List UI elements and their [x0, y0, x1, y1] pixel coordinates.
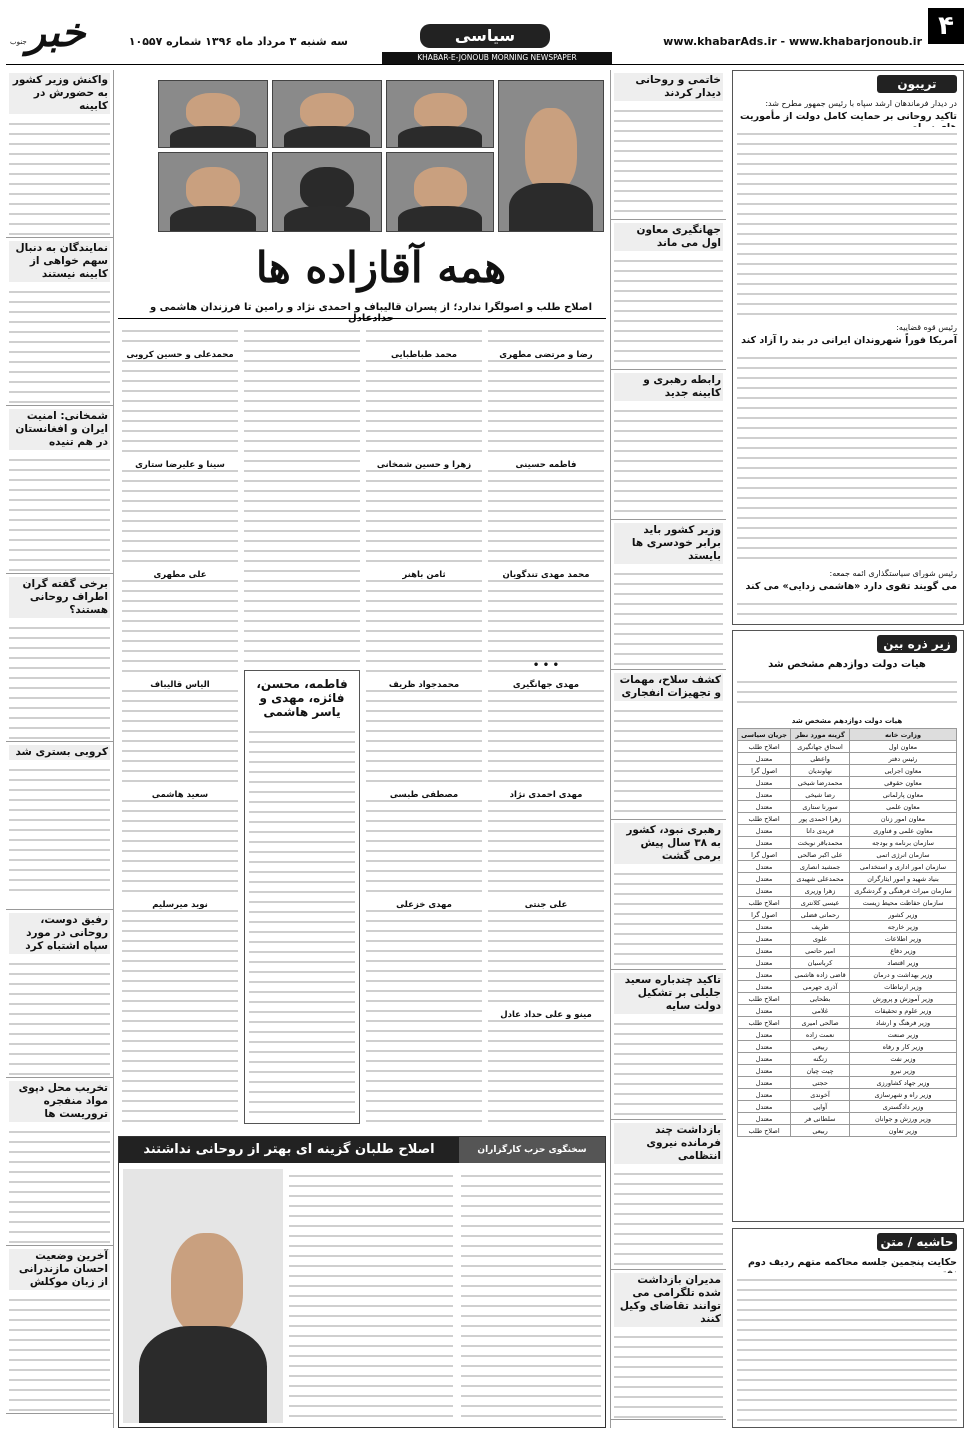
subsection-label: نوید میرسلیم — [122, 900, 238, 910]
table-cell: علی اکبر صالحی — [791, 849, 850, 861]
story-block — [6, 238, 113, 406]
photo-4 — [158, 80, 268, 148]
subsection-label: فاطمه حسینی — [488, 460, 604, 470]
table-cell: معتدل — [738, 861, 791, 873]
story-block — [6, 574, 113, 742]
hashie-title[interactable]: حکایت پنجمین جلسه محاکمه متهم ردیف دوم — [747, 1257, 957, 1268]
tribune-item-1[interactable]: تاکید روحانی بر حمایت کامل دولت از مأموریت — [740, 111, 957, 122]
subsection-label: محمدعلی و حسین کروبی — [122, 350, 238, 360]
table-row — [738, 801, 957, 813]
story-headline[interactable]: آخرین وضعیت احسان مازندرانی از زبان موکلش — [9, 1249, 110, 1290]
table-row — [738, 933, 957, 945]
table-cell: وزیر خارجه — [850, 921, 957, 933]
table-cell: وزیر دفاع — [850, 945, 957, 957]
table-cell: فریدی دانا — [791, 825, 850, 837]
table-cell: وزیر نفت — [850, 1053, 957, 1065]
table-row — [738, 981, 957, 993]
table-cell: سازمان برنامه و بودجه — [850, 837, 957, 849]
photo-7 — [158, 152, 268, 232]
story-body — [614, 404, 723, 514]
story-block — [611, 70, 726, 220]
story-body — [9, 1293, 110, 1414]
table-cell: معتدل — [738, 945, 791, 957]
table-row — [738, 813, 957, 825]
story-headline[interactable]: شمخانی: امنیت ایران و افغانستان در هم تنیده — [9, 409, 110, 450]
story-body — [614, 104, 723, 214]
left-news-column — [6, 70, 114, 1428]
table-cell: معتدل — [738, 825, 791, 837]
table-cell: وزیر ورزش و جوانان — [850, 1113, 957, 1125]
main-col-3 — [244, 324, 360, 664]
subsection-label: مینو و علی حداد عادل — [488, 1010, 604, 1020]
story-headline[interactable]: تخریب محل دپوی مواد منفجره تروریست ها — [9, 1081, 110, 1122]
tribune-header: تریبون — [877, 75, 957, 93]
table-cell: اسحاق جهانگیری — [791, 741, 850, 753]
table-cell: وزیر راه و شهرسازی — [850, 1089, 957, 1101]
table-cell: علوی — [791, 933, 850, 945]
subsection-label: مهدی خزعلی — [366, 900, 482, 910]
table-cell: اصلاح طلب — [738, 1017, 791, 1029]
story-headline[interactable]: وزیر کشور باید برابر خودسری ها بایستد — [614, 523, 723, 564]
table-cell: بنیاد شهید و امور ایثارگران — [850, 873, 957, 885]
table-cell: سازمان انرژی اتمی — [850, 849, 957, 861]
table-cell: معتدل — [738, 1005, 791, 1017]
left-news-list — [6, 70, 113, 1414]
table-row — [738, 1065, 957, 1077]
table-cell: محمدباقر نوبخت — [791, 837, 850, 849]
table-cell: ربیعی — [791, 1041, 850, 1053]
table-cell: معاون امور زنان — [850, 813, 957, 825]
table-cell: معاون اجرایی — [850, 765, 957, 777]
story-headline[interactable]: برخی گفته گران اطراف روحانی هستند؟ — [9, 577, 110, 618]
table-cell: وزیر دادگستری — [850, 1101, 957, 1113]
table-cell: آذری جهرمی — [791, 981, 850, 993]
main-col-2 — [366, 324, 482, 1124]
table-cell: چیت چیان — [791, 1065, 850, 1077]
table-row — [738, 1089, 957, 1101]
story-body — [614, 1017, 723, 1120]
zir-title[interactable]: هیات دولت دوازدهم مشخص شد — [768, 659, 926, 670]
story-block — [611, 970, 726, 1120]
table-cell: معاون پارلمانی — [850, 789, 957, 801]
subtitle-rule — [118, 318, 606, 319]
subsection-label: ثامن باهنر — [366, 570, 482, 580]
story-headline[interactable]: نمایندگان به دنبال سهم خواهی از کابینه نیستند — [9, 241, 110, 282]
subsection-label: الیاس قالیباف — [122, 680, 238, 690]
main-col-4 — [122, 324, 238, 1124]
main-story — [118, 70, 606, 1130]
table-cell: زهرا احمدی پور — [791, 813, 850, 825]
table-cell: معتدل — [738, 981, 791, 993]
table-cell: سورنا ستاری — [791, 801, 850, 813]
subsection-label: رضا و مرتضی مطهری — [488, 350, 604, 360]
table-cell: عیسی کلانتری — [791, 897, 850, 909]
table-row — [738, 897, 957, 909]
table-cell: سلطانی فر — [791, 1113, 850, 1125]
table-cell: معتدل — [738, 957, 791, 969]
table-header-cell: گزینه مورد نظر — [791, 729, 850, 741]
table-row — [738, 825, 957, 837]
subsection-label: محمدجواد ظریف — [366, 680, 482, 690]
table-cell: صالحی امیری — [791, 1017, 850, 1029]
table-cell: امیر حاتمی — [791, 945, 850, 957]
story-body — [9, 621, 110, 742]
table-cell: معاون علمی — [850, 801, 957, 813]
table-cell: واعظی — [791, 753, 850, 765]
tribune-line-1: در دیدار فرماندهان ارشد سپاه با رئیس جمهور مطرح شد: — [765, 99, 957, 108]
hashie-body — [737, 1273, 957, 1423]
table-cell: معتدل — [738, 933, 791, 945]
table-header-row — [738, 729, 957, 741]
table-cell: وزیر ارتباطات — [850, 981, 957, 993]
table-row — [738, 1077, 957, 1089]
story-block — [611, 1270, 726, 1420]
story-block — [611, 670, 726, 820]
table-cell: معاون علمی و فناوری — [850, 825, 957, 837]
table-cell: معتدل — [738, 885, 791, 897]
bottom-box-side-header — [459, 1137, 605, 1163]
table-row — [738, 765, 957, 777]
section-label: سیاسی — [454, 26, 516, 45]
subsection-label: علی جنتی — [488, 900, 604, 910]
story-body — [614, 1330, 723, 1420]
table-cell: محمدرضا شیخی — [791, 777, 850, 789]
sidebar-hashemi-body — [249, 725, 355, 1115]
table-cell: معتدل — [738, 753, 791, 765]
page-number: ۴ — [928, 8, 964, 44]
subsection-label: مهدی احمدی نژاد — [488, 790, 604, 800]
section-title — [420, 24, 550, 48]
table-cell: اصول گرا — [738, 909, 791, 921]
table-cell: زهرا وزیری — [791, 885, 850, 897]
table-row — [738, 909, 957, 921]
tribune-body-2 — [737, 351, 957, 561]
table-row — [738, 837, 957, 849]
table-row — [738, 1101, 957, 1113]
table-cell: معتدل — [738, 873, 791, 885]
tribune-line-2: رئیس قوه قضاییه: — [896, 323, 957, 332]
story-block — [611, 820, 726, 970]
story-body — [614, 867, 723, 970]
table-cell: معتدل — [738, 789, 791, 801]
table-cell: رحمانی فضلی — [791, 909, 850, 921]
table-row — [738, 861, 957, 873]
table-cell: اصول گرا — [738, 765, 791, 777]
banner — [382, 52, 612, 64]
story-block — [611, 1120, 726, 1270]
subsection-label: مصطفی طبسی — [366, 790, 482, 800]
table-cell: نعمت زاده — [791, 1029, 850, 1041]
table-cell: وزیر نیرو — [850, 1065, 957, 1077]
subsection-label: زهرا و حسین شمخانی — [366, 460, 482, 470]
table-row — [738, 1029, 957, 1041]
subsection-label: محمد مهدی تندگویان — [488, 570, 604, 580]
banner-text: KHABAR-E-JONOUB MORNING NEWSPAPER — [417, 53, 577, 62]
story-body — [614, 1167, 723, 1270]
table-row — [738, 1041, 957, 1053]
story-block — [6, 70, 113, 238]
bottom-box-side-title: سخنگوی حزب کارگزاران — [477, 1145, 587, 1155]
table-cell: آخوندی — [791, 1089, 850, 1101]
subsection-label: سعید هاشمی — [122, 790, 238, 800]
table-row — [738, 885, 957, 897]
logo-sub: جنوب — [10, 38, 27, 46]
table-cell: جمشید انصاری — [791, 861, 850, 873]
bottom-box-header — [119, 1137, 459, 1163]
table-cell: زنگنه — [791, 1053, 850, 1065]
table-row — [738, 993, 957, 1005]
table-cell: معتدل — [738, 837, 791, 849]
story-headline[interactable]: کروبی بستری شد — [9, 745, 110, 760]
story-body — [9, 957, 110, 1078]
table-cell: کرباسیان — [791, 957, 850, 969]
table-cell: وزیر تعاون — [850, 1125, 957, 1137]
table-cell: قاضی زاده هاشمی — [791, 969, 850, 981]
cabinet-table-body — [738, 741, 957, 1137]
table-cell: سازمان حفاظت محیط زیست — [850, 897, 957, 909]
table-cell: اصلاح طلب — [738, 1125, 791, 1137]
table-cell: وزیر آموزش و پرورش — [850, 993, 957, 1005]
bottom-box — [118, 1136, 606, 1428]
photo-6 — [272, 152, 382, 232]
table-cell: معتدل — [738, 1029, 791, 1041]
table-row — [738, 873, 957, 885]
hashie-box — [732, 1228, 964, 1428]
table-cell: حجتی — [791, 1077, 850, 1089]
story-body — [9, 1125, 110, 1246]
table-row — [738, 1053, 957, 1065]
table-row — [738, 1125, 957, 1137]
tribune-line-3: رئیس شورای سیاستگذاری ائمه جمعه: — [829, 569, 957, 578]
story-headline[interactable]: جهانگیری معاون اول می ماند — [614, 223, 723, 251]
story-block — [6, 406, 113, 574]
table-cell: سازمان امور اداری و استخدامی — [850, 861, 957, 873]
table-cell: معتدل — [738, 1101, 791, 1113]
table-cell: رئیس دفتر — [850, 753, 957, 765]
table-cell: اصلاح طلب — [738, 993, 791, 1005]
sidebar-dots: • • • — [532, 660, 560, 671]
subsection-label: علی مطهری — [122, 570, 238, 580]
table-cell: رضا شیخی — [791, 789, 850, 801]
bottom-box-title[interactable]: اصلاح طلبان گزینه ای بهتر از روحانی نداشتند — [143, 1142, 435, 1157]
story-body — [9, 763, 110, 891]
tribune-item-2[interactable]: آمریکا فوراً شهروندان ایرانی در بند را آزاد کند — [741, 335, 957, 346]
subsection-label: سینا و علیرضا ستاری — [122, 460, 238, 470]
header-rule — [6, 64, 964, 65]
table-row — [738, 753, 957, 765]
table-row — [738, 849, 957, 861]
table-cell: معتدل — [738, 777, 791, 789]
table-cell: معتدل — [738, 1053, 791, 1065]
main-col-1 — [488, 324, 604, 1124]
story-body — [614, 567, 723, 670]
table-cell: وزیر کار و رفاه — [850, 1041, 957, 1053]
story-headline[interactable]: تاکید چندباره سعید جلیلی بر تشکیل دولت سایه — [614, 973, 723, 1014]
table-cell: وزیر صنعت — [850, 1029, 957, 1041]
story-headline[interactable]: رابطه رهبری و کابینه جدید — [614, 373, 723, 401]
subsection-label: مهدی جهانگیری — [488, 680, 604, 690]
story-body — [614, 704, 723, 814]
news-column — [610, 70, 726, 1428]
story-block — [611, 370, 726, 520]
table-cell: وزیر کشور — [850, 909, 957, 921]
main-story-subtitle: اصلاح طلب و اصولگرا ندارد؛ از پسران قالیباف و احمدی نژاد و رامین تا فرزندان هاشمی و حدادعادل — [149, 302, 592, 324]
table-row — [738, 1113, 957, 1125]
story-body — [614, 254, 723, 364]
table-cell: معتدل — [738, 801, 791, 813]
table-row — [738, 1017, 957, 1029]
table-cell: معاون حقوقی — [850, 777, 957, 789]
story-block — [6, 910, 113, 1078]
story-block — [6, 1246, 113, 1414]
story-headline[interactable]: کشف سلاح، مهمات و تجهیزات انفجاری — [614, 673, 723, 701]
table-cell: معتدل — [738, 1113, 791, 1125]
logo — [6, 8, 106, 58]
photo-2 — [386, 80, 494, 148]
tribune-body-1 — [737, 127, 957, 317]
table-cell: وزیر اطلاعات — [850, 933, 957, 945]
table-cell: اصول گرا — [738, 849, 791, 861]
cabinet-table-wrap — [737, 717, 957, 1217]
story-body — [9, 117, 110, 238]
zir-box — [732, 630, 964, 1222]
story-headline[interactable]: رفیق دوست، روحانی در مورد سپاه اشتباه کرد — [9, 913, 110, 954]
table-cell: معتدل — [738, 1077, 791, 1089]
table-row — [738, 789, 957, 801]
news-column-list — [611, 70, 726, 1420]
table-cell: معاون اول — [850, 741, 957, 753]
zir-header: زیر ذره بین — [877, 635, 957, 653]
table-row — [738, 1005, 957, 1017]
table-cell: وزیر فرهنگ و ارشاد — [850, 1017, 957, 1029]
story-body — [9, 285, 110, 406]
story-block — [6, 1078, 113, 1246]
table-cell: محمدعلی شهیدی — [791, 873, 850, 885]
bottom-photo — [123, 1169, 283, 1423]
photo-5 — [386, 152, 494, 232]
table-row — [738, 741, 957, 753]
table-cell: وزیر اقتصاد — [850, 957, 957, 969]
table-cell: اصلاح طلب — [738, 897, 791, 909]
story-headline[interactable]: واکنش وزیر کشور به حضورش در کابینه — [9, 73, 110, 114]
bottom-box-body-1 — [289, 1169, 453, 1423]
logo-text: خبر — [26, 9, 86, 56]
table-cell: معتدل — [738, 1041, 791, 1053]
table-cell: ظریف — [791, 921, 850, 933]
table-cell: معتدل — [738, 1089, 791, 1101]
table-row — [738, 921, 957, 933]
table-cell: غلامی — [791, 1005, 850, 1017]
table-cell: معتدل — [738, 969, 791, 981]
table-cell: آوایی — [791, 1101, 850, 1113]
photo-1 — [498, 80, 604, 232]
story-headline[interactable]: رهبری نبود، کشور به ۳۸ سال پیش برمی گشت — [614, 823, 723, 864]
photo-3 — [272, 80, 382, 148]
table-cell: اصلاح طلب — [738, 741, 791, 753]
story-block — [611, 220, 726, 370]
table-cell: اصلاح طلب — [738, 813, 791, 825]
sidebar-hashemi — [244, 670, 360, 1124]
main-story-title[interactable]: همه آقازاده ها — [255, 243, 507, 292]
story-block — [6, 742, 113, 910]
date-issue: سه شنبه ۳ مرداد ماه ۱۳۹۶ شماره ۱۰۵۵۷ — [128, 35, 348, 48]
table-row — [738, 945, 957, 957]
table-header-cell: وزارت خانه — [850, 729, 957, 741]
hashie-header: حاشیه / متن — [877, 1233, 957, 1251]
tribune-item-3[interactable]: می گویند تقوی دارد «هاشمی زدایی» می کند — [745, 581, 957, 592]
story-headline[interactable]: بازداشت چند فرمانده نیروی انتظامی — [614, 1123, 723, 1164]
cabinet-table — [737, 728, 957, 1137]
tribune-box — [732, 70, 964, 625]
table-cell: سازمان میراث فرهنگی و گردشگری — [850, 885, 957, 897]
story-body — [9, 453, 110, 574]
table-cell: وزیر علوم و تحقیقات — [850, 1005, 957, 1017]
table-cell: ربیعی — [791, 1125, 850, 1137]
table-cell: معتدل — [738, 1065, 791, 1077]
sidebar-hashemi-title[interactable]: فاطمه، محسن، فائزه، مهدی و یاسر هاشمی — [256, 677, 348, 719]
subsection-label: محمد طباطبایی — [366, 350, 482, 360]
websites[interactable]: www.khabarAds.ir - www.khabarjonoub.ir — [663, 35, 922, 48]
table-header-cell: جریان سیاسی — [738, 729, 791, 741]
story-block — [611, 520, 726, 670]
table-row — [738, 969, 957, 981]
zir-body — [737, 675, 957, 711]
table-cell: بطحایی — [791, 993, 850, 1005]
tribune-body-3 — [737, 597, 957, 621]
table-cell: نهاوندیان — [791, 765, 850, 777]
story-headline[interactable]: خاتمی و روحانی دیدار کردند — [614, 73, 723, 101]
table-cell: وزیر بهداشت و درمان — [850, 969, 957, 981]
table-row — [738, 777, 957, 789]
table-cell: وزیر جهاد کشاورزی — [850, 1077, 957, 1089]
bottom-box-body-2 — [461, 1169, 601, 1423]
story-headline[interactable]: مدیران بازداشت شده تلگرامی می توانند تقاضای وکیل کنند — [614, 1273, 723, 1327]
table-cell: معتدل — [738, 921, 791, 933]
table-row — [738, 957, 957, 969]
cabinet-table-caption: هیات دولت دوازدهم مشخص شد — [791, 717, 903, 725]
